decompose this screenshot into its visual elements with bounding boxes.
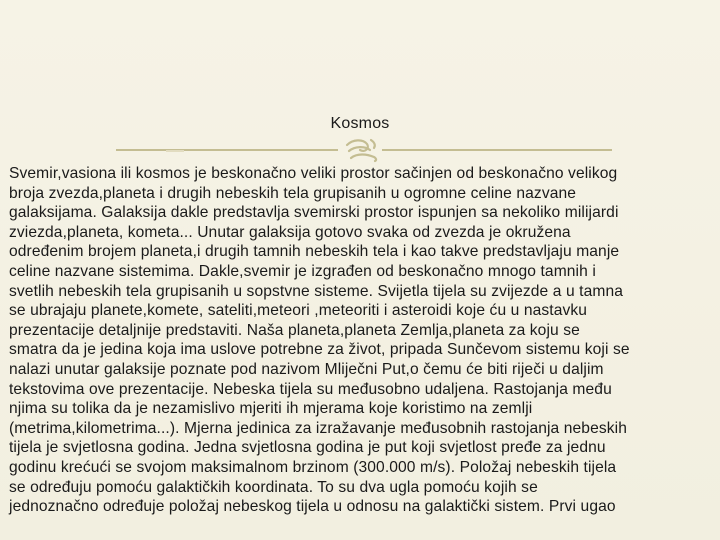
- title-rule-right: [382, 149, 612, 151]
- slide-title: Kosmos: [330, 115, 390, 132]
- body-line: broja zvezda,planeta i drugih nebeskih tela grupisanih u ogromne celine nazvane: [9, 184, 577, 202]
- body-line: tijela je svjetlosna godina. Jedna svjetlosna godina je put koji svjetlost pređe za jednu: [9, 439, 606, 457]
- decorative-swirl-icon: [343, 137, 379, 163]
- body-line: celine nazvane sistemima. Dakle,svemir je izgrađen od beskonačno mnogo tamnih i: [9, 262, 596, 280]
- title-rule-tick: [166, 150, 184, 152]
- title-rule-left: [116, 149, 338, 151]
- body-line: tekstovima ove prezentacije. Nebeska tijela su međusobno udaljena. Rastojanja među: [9, 380, 612, 398]
- body-paragraph: [9, 164, 719, 517]
- body-line: određenim brojem planeta,i drugih tamnih nebeskih tela i kao takve predstavljaju manje: [9, 243, 620, 261]
- body-line: nalazi unutar galaksije poznate pod nazivom Mliječni Put,o čemu će biti riječi u daljim: [9, 360, 604, 378]
- body-line: prezentacije detaljnije predstaviti. Naša planeta,planeta Zemlja,planeta za koju se: [9, 321, 580, 339]
- body-line: njima su tolika da je nezamislivo mjeriti ih mjerama koje koristimo na zemlji: [9, 400, 533, 418]
- body-line: galaksijama. Galaksija dakle predstavlja svemirski prostor ispunjen sa nekoliko milijardi: [9, 204, 619, 222]
- body-line: se ubrajaju planete,komete, sateliti,meteori ,meteoriti i asteroidi koje ću u nastavku: [9, 302, 588, 320]
- body-line: jednoznačno određuje položaj nebeskog tijela u odnosu na galaktički sistem. Prvi ugao: [9, 498, 616, 516]
- body-line: se određuju pomoću galaktičkih koordinata. To su dva ugla pomoću kojih se: [9, 478, 538, 496]
- body-line: zviezda,planeta, kometa... Unutar galaksija gotovo svaka od zvezda je okružena: [9, 223, 571, 241]
- body-line: godinu krećući se svojom maksimalnom brzinom (300.000 m/s). Položaj nebeskih tijela: [9, 458, 617, 476]
- body-line: (metrima,kilometrima...). Mjerna jedinica za izražavanje međusobnih rastojanja nebeskih: [9, 419, 627, 437]
- body-line: smatra da je jedina koja ima uslove potrebne za život, pripada Sunčevom sistemu koji se: [9, 341, 630, 359]
- body-line: svetlih nebeskih tela grupisanih u sopstvne sisteme. Svijetla tijela su zvijezde a u tamna: [9, 282, 624, 300]
- body-line: Svemir,vasiona ili kosmos je beskonačno veliki prostor sačinjen od beskonačno velikog: [9, 165, 618, 182]
